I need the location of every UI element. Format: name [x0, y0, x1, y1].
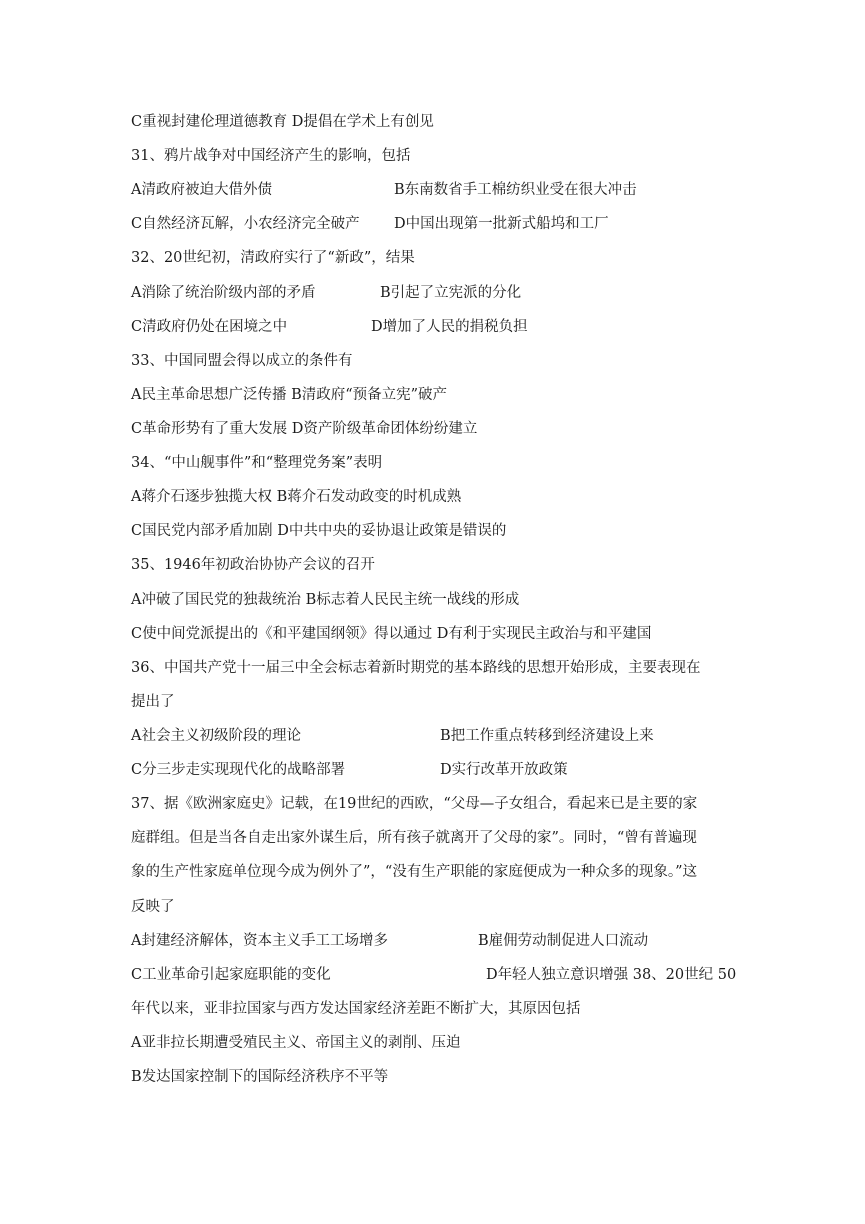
question-34-options-ab: A蒋介石逐步独揽大权 B蒋介石发动政变的时机成熟 — [131, 489, 462, 505]
question-33-options-ab: A民主革命思想广泛传播 B清政府“预备立宪”破产 — [131, 387, 448, 403]
question-37-option-b: B雇佣劳动制促进人口流动 — [478, 933, 649, 949]
question-32-option-d: D增加了人民的捐税负担 — [371, 319, 528, 335]
question-36-option-c: C分三步走实现现代化的战略部署 — [131, 762, 346, 778]
question-31-option-b: B东南数省手工棉纺织业受在很大冲击 — [394, 182, 637, 198]
question-37-option-d-and-question-38-start: D年轻人独立意识增强 38、20世纪 50 — [486, 967, 737, 983]
question-37-option-c: C工业革命引起家庭职能的变化 — [131, 967, 331, 983]
question-30-options-cd: C重视封建伦理道德教育 D提倡在学术上有创见 — [131, 114, 434, 130]
question-33-stem: 33、中国同盟会得以成立的条件有 — [131, 353, 353, 369]
question-31-option-c: C自然经济瓦解，小农经济完全破产 — [131, 216, 360, 232]
question-35-stem: 35、1946年初政治协协产会议的召开 — [131, 557, 375, 573]
question-37-stem-line-4: 反映了 — [131, 899, 175, 915]
question-36-stem-line-1: 36、中国共产党十一届三中全会标志着新时期党的基本路线的思想开始形成，主要表现在 — [131, 660, 701, 676]
question-32-stem: 32、20世纪初，清政府实行了“新政”，结果 — [131, 250, 415, 266]
question-34-stem: 34、“中山舰事件”和“整理党务案”表明 — [131, 455, 383, 471]
question-36-option-a: A社会主义初级阶段的理论 — [131, 728, 301, 744]
question-32-option-b: B引起了立宪派的分化 — [380, 285, 522, 301]
question-35-options-cd: C使中间党派提出的《和平建国纲领》得以通过 D有利于实现民主政治与和平建国 — [131, 626, 652, 642]
question-33-options-cd: C革命形势有了重大发展 D资产阶级革命团体纷纷建立 — [131, 421, 478, 437]
question-34-options-cd: C国民党内部矛盾加剧 D中共中央的妥协退让政策是错误的 — [131, 523, 507, 539]
question-37-stem-line-3: 象的生产性家庭单位现今成为例外了”，“没有生产职能的家庭便成为一种众多的现象。”这 — [131, 864, 697, 880]
question-32-option-c: C清政府仍处在困境之中 — [131, 319, 288, 335]
question-36-option-d: D实行改革开放政策 — [440, 762, 568, 778]
question-38-option-b: B发达国家控制下的国际经济秩序不平等 — [131, 1069, 389, 1085]
question-38-stem: 年代以来，亚非拉国家与西方发达国家经济差距不断扩大，其原因包括 — [131, 1001, 581, 1017]
question-36-option-b: B把工作重点转移到经济建设上来 — [440, 728, 654, 744]
question-35-options-ab: A冲破了国民党的独裁统治 B标志着人民民主统一战线的形成 — [131, 592, 520, 608]
question-36-stem-line-2: 提出了 — [131, 694, 175, 710]
question-32-option-a: A消除了统治阶级内部的矛盾 — [131, 285, 316, 301]
question-37-stem-line-1: 37、据《欧洲家庭史》记载，在19世纪的西欧，“父母—子女组合，看起来已是主要的家 — [131, 796, 698, 812]
question-31-stem: 31、鸦片战争对中国经济产生的影响，包括 — [131, 148, 411, 164]
question-31-option-d: D中国出现第一批新式船坞和工厂 — [394, 216, 609, 232]
question-31-option-a: A清政府被迫大借外债 — [131, 182, 272, 198]
question-37-stem-line-2: 庭群组。但是当各自走出家外谋生后，所有孩子就离开了父母的家”。同时，“曾有普遍现 — [131, 830, 697, 846]
question-38-option-a: A亚非拉长期遭受殖民主义、帝国主义的剥削、压迫 — [131, 1035, 461, 1051]
question-37-option-a: A封建经济解体，资本主义手工工场增多 — [131, 933, 388, 949]
